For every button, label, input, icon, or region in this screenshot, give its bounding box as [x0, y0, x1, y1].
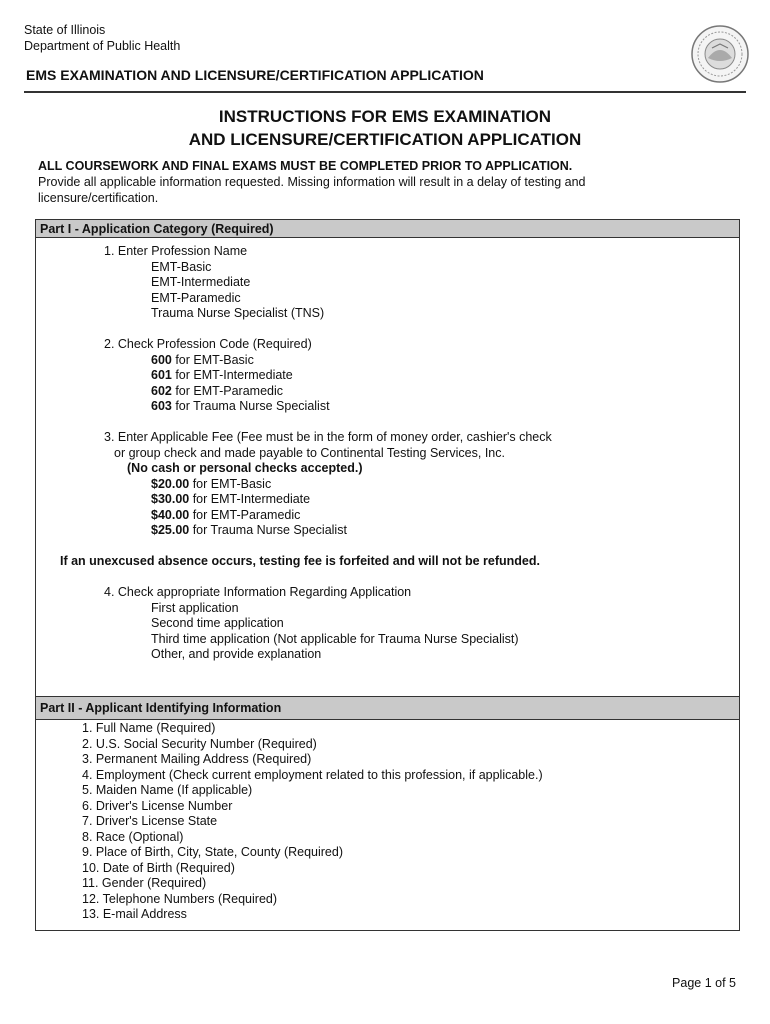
- part-1-section: [35, 219, 740, 698]
- list-item: 10. Date of Birth (Required): [82, 861, 235, 875]
- item-1-title: 1. Enter Profession Name: [104, 244, 248, 258]
- list-item: 3. Permanent Mailing Address (Required): [82, 752, 312, 766]
- fee-row: $20.00 for EMT-Basic: [151, 477, 272, 491]
- form-title: EMS EXAMINATION AND LICENSURE/CERTIFICATION APPLICATION: [26, 67, 484, 83]
- item-3-line-2: or group check and made payable to Continental Testing Services, Inc.: [114, 446, 505, 460]
- list-item: 5. Maiden Name (If applicable): [82, 783, 253, 797]
- part-1-heading: Part I - Application Category (Required): [36, 220, 739, 238]
- profession-code: 600 for EMT-Basic: [151, 353, 254, 367]
- page-title: [0, 105, 770, 151]
- code-value: 601: [151, 368, 172, 382]
- application-option: Other, and provide explanation: [151, 647, 322, 661]
- fee-value: $25.00: [151, 523, 190, 537]
- list-item: 8. Race (Optional): [82, 830, 184, 844]
- fee-row: $25.00 for Trauma Nurse Specialist: [151, 523, 347, 537]
- header-divider: [24, 91, 746, 93]
- item-3-note: (No cash or personal checks accepted.): [127, 461, 363, 475]
- profession-option: EMT-Paramedic: [151, 291, 241, 305]
- item-2-title: 2. Check Profession Code (Required): [104, 337, 312, 351]
- profession-code: 603 for Trauma Nurse Specialist: [151, 399, 330, 413]
- fee-value: $30.00: [151, 492, 190, 506]
- profession-option: EMT-Basic: [151, 260, 212, 274]
- part-2-heading: Part II - Applicant Identifying Information: [36, 696, 739, 720]
- intro-line-2: Provide all applicable information requested. Missing information will result in a delay of testing and: [38, 175, 586, 189]
- profession-code: 602 for EMT-Paramedic: [151, 384, 283, 398]
- list-item: 13. E-mail Address: [82, 907, 187, 921]
- page-number: Page 1 of 5: [672, 976, 736, 990]
- fee-value: $40.00: [151, 508, 190, 522]
- application-option: Second time application: [151, 616, 284, 630]
- profession-option: EMT-Intermediate: [151, 275, 251, 289]
- application-option: Third time application (Not applicable for Trauma Nurse Specialist): [151, 632, 519, 646]
- code-value: 600: [151, 353, 172, 367]
- list-item: 12. Telephone Numbers (Required): [82, 892, 278, 906]
- agency-header: [24, 22, 180, 54]
- state-name: State of Illinois: [24, 23, 106, 37]
- list-item: 1. Full Name (Required): [82, 721, 216, 735]
- department-name: Department of Public Health: [24, 39, 181, 53]
- profession-code: 601 for EMT-Intermediate: [151, 368, 293, 382]
- list-item: 9. Place of Birth, City, State, County (Required): [82, 845, 343, 859]
- code-value: 603: [151, 399, 172, 413]
- intro-text: [38, 158, 718, 206]
- list-item: 4. Employment (Check current employment related to this profession, if applicable.): [82, 768, 543, 782]
- fee-row: $40.00 for EMT-Paramedic: [151, 508, 301, 522]
- code-value: 602: [151, 384, 172, 398]
- absence-note: If an unexcused absence occurs, testing fee is forfeited and will not be refunded.: [60, 554, 540, 568]
- list-item: 6. Driver's License Number: [82, 799, 233, 813]
- intro-line-3: licensure/certification.: [38, 191, 159, 205]
- item-3-title: 3. Enter Applicable Fee (Fee must be in the form of money order, cashier's check: [104, 430, 552, 444]
- part-2-section: [35, 696, 740, 931]
- profession-option: Trauma Nurse Specialist (TNS): [151, 306, 325, 320]
- title-line-2: AND LICENSURE/CERTIFICATION APPLICATION: [188, 130, 582, 149]
- title-line-1: INSTRUCTIONS FOR EMS EXAMINATION: [218, 107, 552, 126]
- state-seal-icon: [690, 24, 750, 84]
- fee-value: $20.00: [151, 477, 190, 491]
- list-item: 2. U.S. Social Security Number (Required): [82, 737, 317, 751]
- application-option: First application: [151, 601, 239, 615]
- item-4-title: 4. Check appropriate Information Regarding Application: [104, 585, 412, 599]
- fee-row: $30.00 for EMT-Intermediate: [151, 492, 311, 506]
- list-item: 7. Driver's License State: [82, 814, 218, 828]
- list-item: 11. Gender (Required): [82, 876, 207, 890]
- intro-bold-line: ALL COURSEWORK AND FINAL EXAMS MUST BE COMPLETED PRIOR TO APPLICATION.: [38, 159, 573, 173]
